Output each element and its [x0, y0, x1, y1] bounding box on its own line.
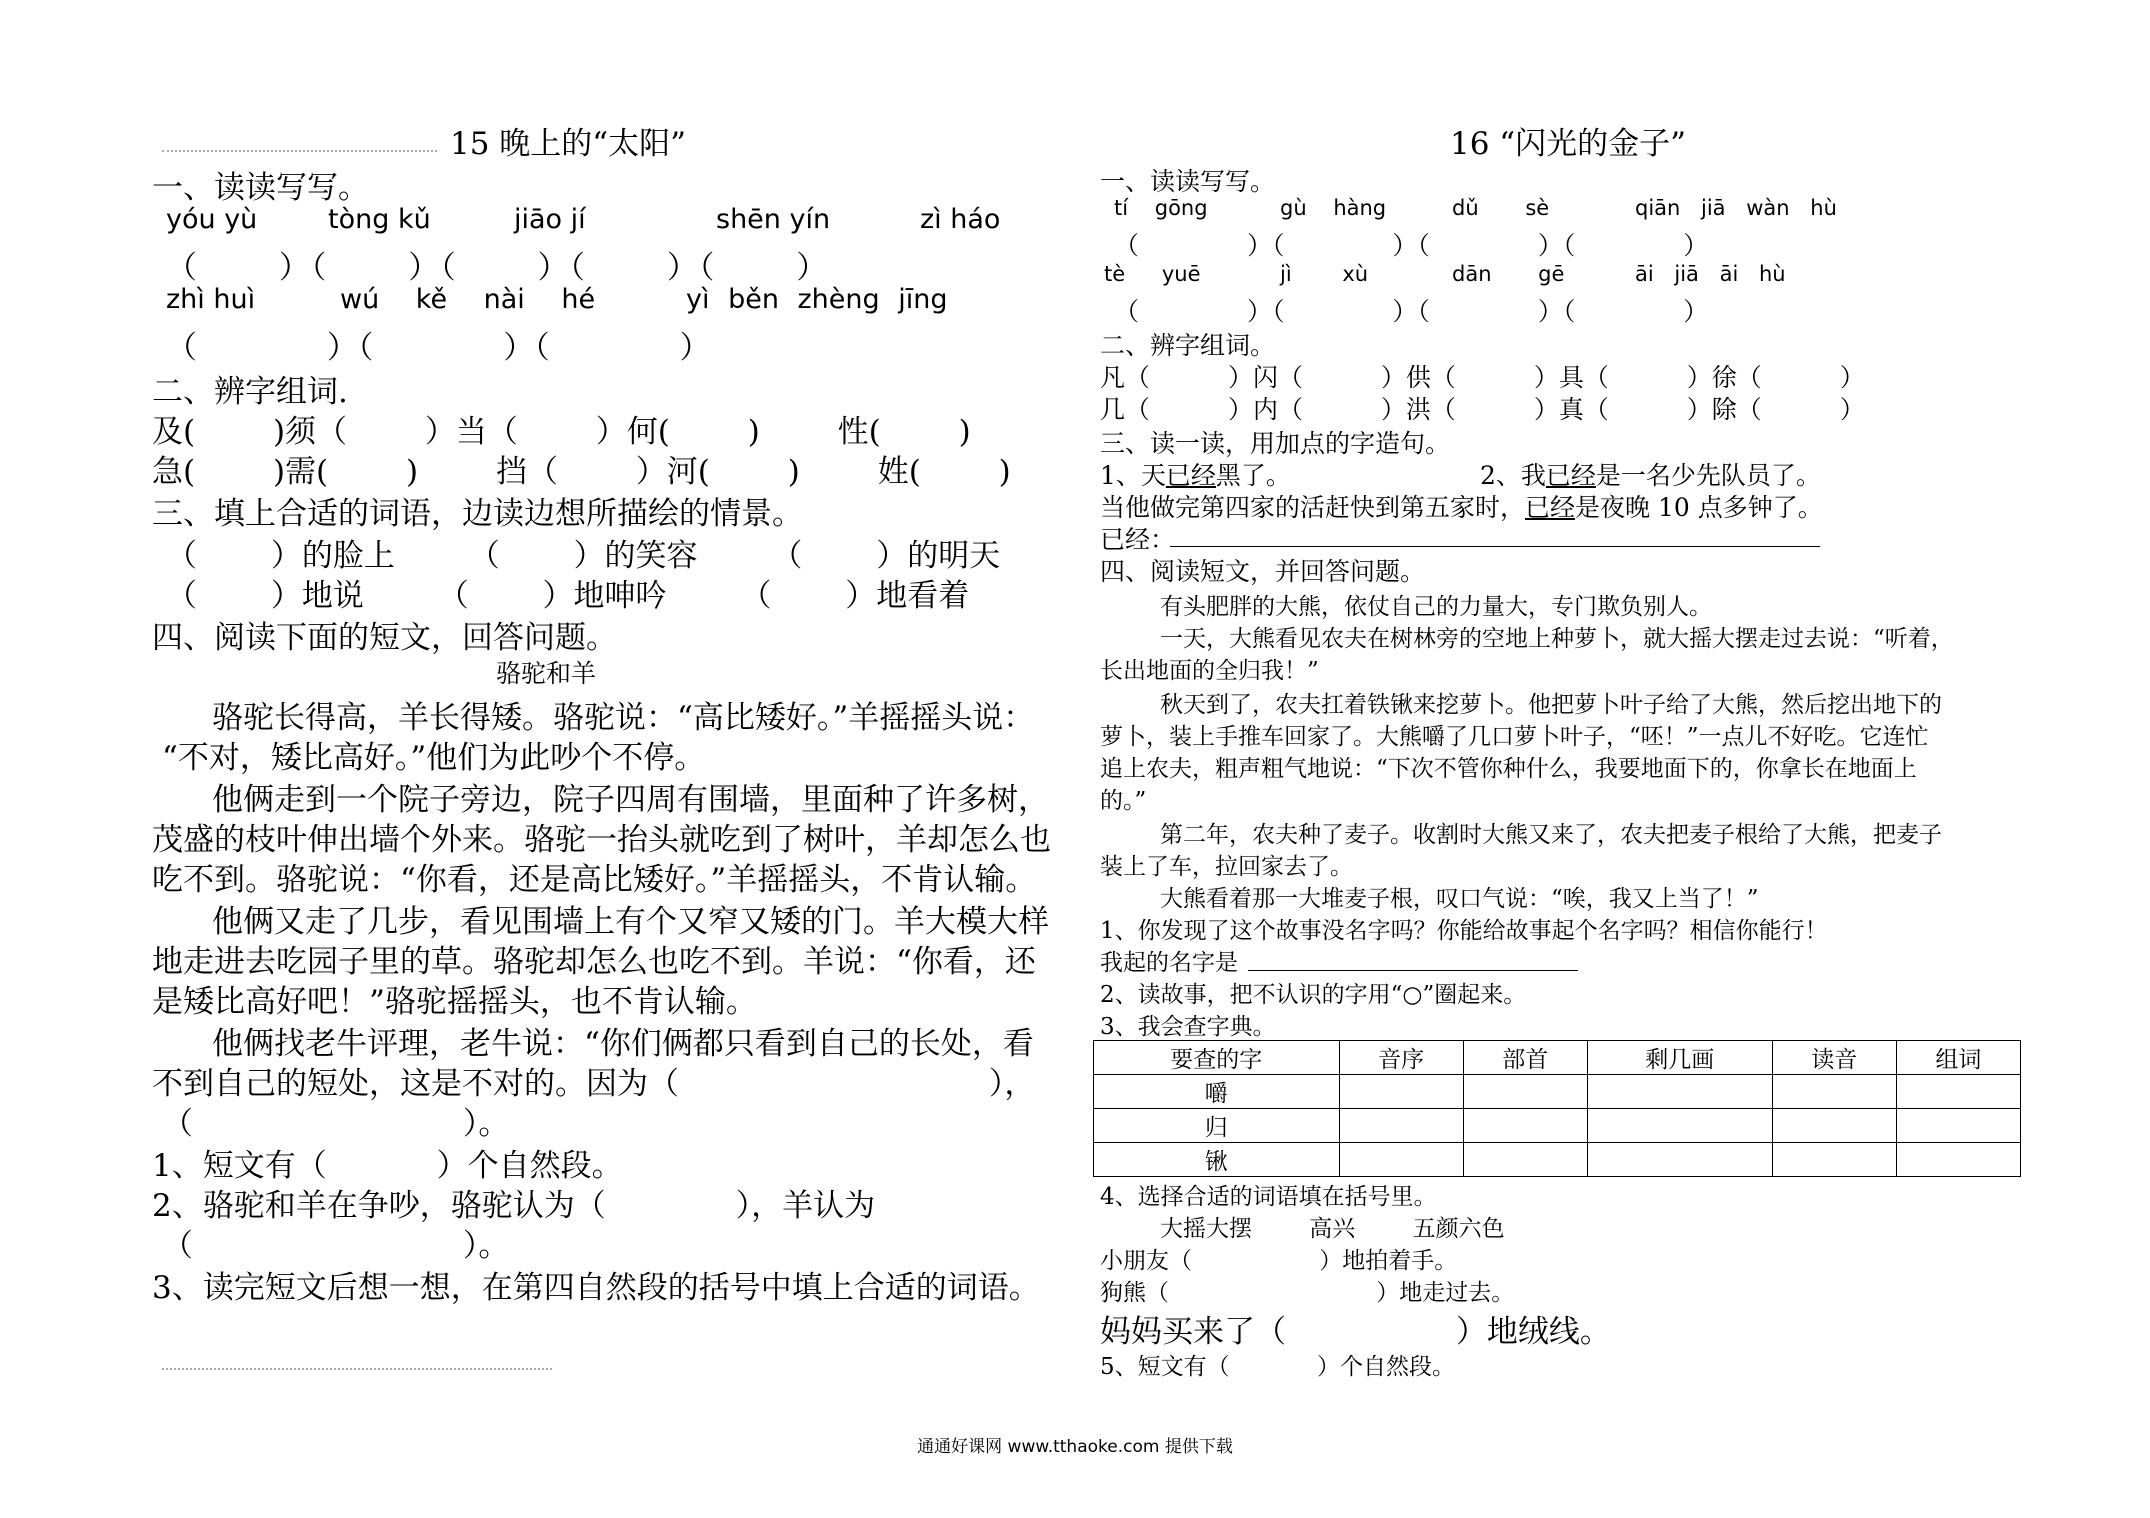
read-p3c: 追上农夫，粗声粗气地说：“下次不管你种什么，我要地面下的，你拿长在地面上 — [1100, 756, 1917, 782]
table-cell[interactable] — [1339, 1109, 1463, 1143]
para-2c: 吃不到。骆驼说：“你看，还是高比矮好。”羊摇摇头，不肯认输。 — [152, 862, 1037, 898]
para-2b: 茂盛的枝叶伸出墙个外来。骆驼一抬头就吃到了树叶，羊却怎么也 — [152, 822, 1051, 858]
table-row — [1094, 1109, 2021, 1143]
word-fill-1[interactable]: 小朋友（ ）地拍着手。 — [1100, 1248, 1458, 1274]
r-question-5[interactable]: 5、短文有（ ）个自然段。 — [1100, 1354, 1455, 1380]
table-cell[interactable] — [1772, 1143, 1896, 1177]
lesson-16-title: 16 “闪光的金子” — [1450, 126, 1686, 162]
char-group-row-2[interactable]: 急( )需( ) 挡（ ）河( ) 姓( ) — [152, 454, 1011, 490]
pinyin-5: zì háo — [920, 204, 1001, 235]
table-cell[interactable] — [1463, 1075, 1587, 1109]
r-question-1: 1、你发现了这个故事没名字吗？你能给故事起个名字吗？相信你能行！ — [1100, 918, 1828, 944]
question-2b[interactable]: （ ）。 — [162, 1228, 510, 1264]
table-cell[interactable] — [1896, 1143, 2020, 1177]
table-cell[interactable] — [1587, 1143, 1772, 1177]
answer-brackets-2[interactable]: （ ）（ ）（ ） — [166, 330, 711, 366]
r-pinyin-4: qiān jiā wàn hù — [1635, 196, 1837, 220]
read-p2a: 一天，大熊看见农夫在树林旁的空地上种萝卜，就大摇大摆走过去说：“听着， — [1160, 626, 1954, 652]
r-section-3-heading: 三、读一读，用加点的字造句。 — [1100, 429, 1451, 458]
read-p1: 有头肥胖的大熊，依仗自己的力量大，专门欺负别人。 — [1160, 594, 1712, 620]
example-2 — [1480, 456, 1821, 492]
example-2-post: 是一名少先队员了。 — [1595, 461, 1821, 490]
para-4a: 他俩找老牛评理，老牛说：“你们俩都只看到自己的长处，看 — [212, 1026, 1034, 1062]
r-question-2: 2、读故事，把不认识的字用“○”圈起来。 — [1100, 982, 1527, 1008]
answer-brackets-1[interactable]: （ ）（ ）（ ）（ ）（ ） — [166, 250, 829, 286]
story-title: 骆驼和羊 — [496, 659, 597, 688]
r-char-row-1[interactable]: 凡（ ）闪（ ）供（ ）具（ ）徐（ ） — [1100, 363, 1865, 392]
pinyin-6: zhì huì — [166, 284, 256, 315]
example-3-post: 是夜晚 10 点多钟了。 — [1575, 493, 1823, 522]
dictionary-table — [1093, 1040, 2021, 1177]
example-1-word: 已经 — [1165, 461, 1216, 490]
col-header: 剩几画 — [1587, 1041, 1772, 1075]
section-3-heading: 三、填上合适的词语，边读边想所描绘的情景。 — [152, 496, 803, 532]
read-p3d: 的。” — [1100, 788, 1147, 814]
pinyin-4: shēn yín — [716, 204, 831, 235]
read-p2b: 长出地面的全归我！” — [1100, 658, 1319, 684]
r-question-4: 4、选择合适的词语填在括号里。 — [1100, 1184, 1437, 1210]
r-pinyin-2: gù hàng — [1280, 196, 1387, 220]
question-3: 3、读完短文后想一想，在第四自然段的括号中填上合适的词语。 — [152, 1270, 1040, 1306]
pinyin-8: yì běn zhèng jīng — [686, 284, 948, 315]
read-p4b: 装上了车，拉回家去了。 — [1100, 854, 1353, 880]
r-answer-brackets-2[interactable]: （ ）（ ）（ ）（ ） — [1114, 297, 1709, 326]
example-3 — [1100, 488, 1823, 524]
table-row — [1094, 1143, 2021, 1177]
footer-credit: 通通好课网 www.tthaoke.com 提供下载 — [917, 1437, 1233, 1457]
table-row — [1094, 1075, 2021, 1109]
section-2-heading: 二、辨字组词. — [152, 374, 348, 410]
col-header: 读音 — [1772, 1041, 1896, 1075]
r-pinyin-8: āi jiā āi hù — [1635, 262, 1786, 286]
pinyin-2: tòng kǔ — [328, 204, 431, 235]
r-answer-brackets-1[interactable]: （ ）（ ）（ ）（ ） — [1114, 231, 1709, 260]
r-pinyin-6: jì xù — [1280, 262, 1369, 286]
para-2a: 他俩走到一个院子旁边，院子四周有围墙，里面种了许多树， — [212, 782, 1049, 818]
table-cell[interactable] — [1339, 1075, 1463, 1109]
pinyin-1: yóu yù — [166, 204, 258, 235]
dictionary-header-row — [1094, 1041, 2021, 1075]
example-2-word: 已经 — [1545, 461, 1596, 490]
word-choices: 大摇大摆 高兴 五颜六色 — [1160, 1216, 1505, 1242]
example-answer-label: 已经： — [1100, 525, 1176, 554]
r-question-3: 3、我会查字典。 — [1100, 1014, 1276, 1040]
col-header: 要查的字 — [1094, 1041, 1340, 1075]
section-1-heading: 一、读读写写。 — [152, 170, 369, 206]
para-4b[interactable]: 不到自己的短处，这是不对的。因为（ ）， — [152, 1066, 1036, 1102]
example-1-post: 黑了。 — [1215, 461, 1291, 490]
para-1b: “不对，矮比高好。”他们为此吵个不停。 — [162, 740, 706, 776]
word-fill-2[interactable]: 狗熊（ ）地走过去。 — [1100, 1280, 1515, 1306]
row-char: 锹 — [1094, 1143, 1340, 1177]
read-p3a: 秋天到了，农夫扛着铁锹来挖萝卜。他把萝卜叶子给了大熊，然后挖出地下的 — [1160, 692, 1942, 718]
row-char: 归 — [1094, 1109, 1340, 1143]
col-header: 音序 — [1339, 1041, 1463, 1075]
r-pinyin-3: dǔ sè — [1452, 196, 1550, 220]
para-4c[interactable]: （ ）。 — [162, 1106, 510, 1142]
table-cell[interactable] — [1587, 1075, 1772, 1109]
pinyin-7: wú kě nài hé — [340, 284, 596, 315]
question-1[interactable]: 1、短文有（ ）个自然段。 — [152, 1148, 623, 1184]
table-cell[interactable] — [1463, 1143, 1587, 1177]
example-2-pre: 2、我 — [1480, 461, 1546, 490]
section-4-heading: 四、阅读下面的短文，回答问题。 — [152, 620, 617, 656]
example-3-word: 已经 — [1525, 493, 1576, 522]
table-cell[interactable] — [1772, 1109, 1896, 1143]
read-p3b: 萝卜，装上手推车回家了。大熊嚼了几口萝卜叶子，“呸！”一点儿不好吃。它连忙 — [1100, 724, 1929, 750]
para-3a: 他俩又走了几步，看见围墙上有个又窄又矮的门。羊大模大样 — [212, 904, 1049, 940]
example-3-pre: 当他做完第四家的活赶快到第五家时， — [1100, 493, 1526, 522]
example-answer-line[interactable] — [1170, 546, 1820, 547]
r-pinyin-5: tè yuē — [1104, 262, 1201, 286]
char-group-row-1[interactable]: 及( )须（ ）当（ ）何( ) 性( ) — [152, 414, 971, 450]
col-header: 组词 — [1896, 1041, 2020, 1075]
col-header: 部首 — [1463, 1041, 1587, 1075]
read-p4a: 第二年，农夫种了麦子。收割时大熊又来了，农夫把麦子根给了大熊，把麦子 — [1160, 822, 1942, 848]
fill-row-2[interactable]: （ ）地说 （ ）地呻吟 （ ）地看着 — [166, 578, 970, 614]
example-1-pre: 1、天 — [1100, 461, 1166, 490]
table-cell[interactable] — [1772, 1075, 1896, 1109]
table-cell[interactable] — [1339, 1143, 1463, 1177]
table-cell[interactable] — [1896, 1075, 2020, 1109]
row-char: 嚼 — [1094, 1075, 1340, 1109]
example-1 — [1100, 456, 1291, 492]
fill-row-1[interactable]: （ ）的脸上 （ ）的笑容 （ ）的明天 — [166, 538, 1001, 574]
story-name-line[interactable] — [1248, 970, 1578, 971]
para-3b: 地走进去吃园子里的草。骆驼却怎么也吃不到。羊说：“你看，还 — [152, 944, 1036, 980]
question-2a[interactable]: 2、骆驼和羊在争吵，骆驼认为（ ），羊认为 — [152, 1188, 876, 1224]
r-section-2-heading: 二、辨字组词。 — [1100, 331, 1276, 360]
r-question-1b: 我起的名字是 — [1100, 950, 1238, 976]
pinyin-3: jiāo jí — [514, 204, 586, 235]
r-pinyin-7: dān gē — [1452, 262, 1565, 286]
table-cell[interactable] — [1896, 1109, 2020, 1143]
lesson-15-title: 15 晚上的“太阳” — [450, 126, 686, 162]
r-char-row-2[interactable]: 几（ ）内（ ）洪（ ）真（ ）除（ ） — [1100, 395, 1865, 424]
r-section-4-heading: 四、阅读短文，并回答问题。 — [1100, 557, 1426, 586]
para-1a: 骆驼长得高，羊长得矮。骆驼说：“高比矮好。”羊摇摇头说： — [212, 700, 1035, 736]
word-fill-3[interactable]: 妈妈买来了（ ）地绒线。 — [1100, 1314, 1611, 1350]
table-cell[interactable] — [1587, 1109, 1772, 1143]
read-p5: 大熊看着那一大堆麦子根，叹口气说：“唉，我又上当了！” — [1160, 886, 1759, 912]
table-cell[interactable] — [1463, 1109, 1587, 1143]
r-pinyin-1: tí gōng — [1114, 196, 1208, 220]
r-section-1-heading: 一、读读写写。 — [1100, 167, 1276, 196]
para-3c: 是矮比高好吧！”骆驼摇摇头，也不肯认输。 — [152, 984, 757, 1020]
